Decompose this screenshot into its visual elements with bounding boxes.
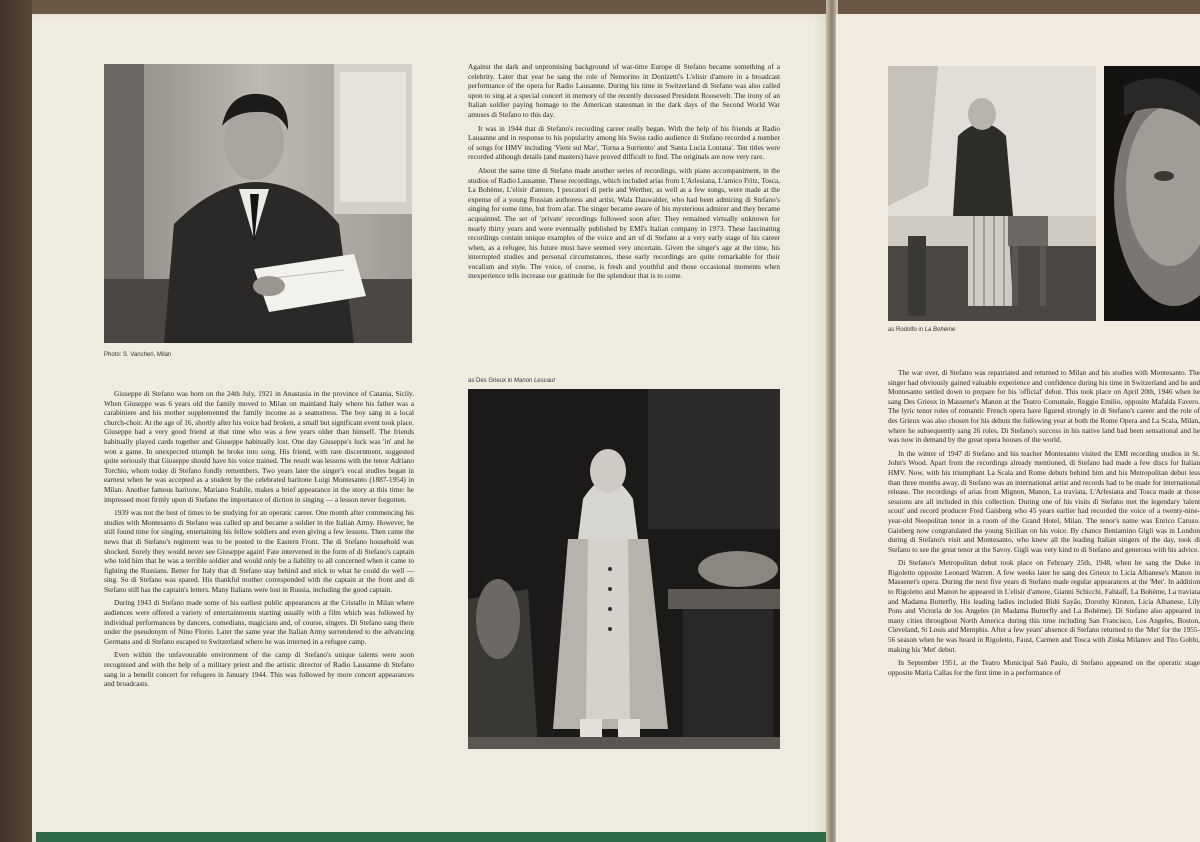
caption-rodolfo-prefix: as Rodolfo in [888,327,925,333]
bio-left-paragraph: 1939 was not the best of times to be studying for an operatic career. One month after commencing his studies with Montesanto di Stefano was called up and became a soldier in the Italian Army. However, he still found time for singing, entertaining his fellow soldiers and even giving a few lessons. Then came the news that di Stefano's regiment was to be posted to the Eastern Front. The di Stefano household was shocked. Surely they would never see Giuseppe again! Fate intervened in the form of di Stefano's captain who told him that he was a terrible soldier and would only be a liability to all concerned when it came to fighting the Russians. Better for Italy that di Stefano stay behind and stick to what he could do well — sing. So di Stefano was spared. His thankful mother corresponded with the captain at the front and di Stefano still has the captain's letters. Many Italians were lost in Russia, including the good captain. [104,508,414,594]
bio-right-paragraph: The war over, di Stefano was repatriated and returned to Milan and his studies with Montesanto. The singer had obviously gained valuable experience and confidence during his time in Switzerland and he and Montesanto settled down to prepare for his 'official' debut. This took place on April 20th, 1946 when he sang Des Grieux in Massenet's Manon at the Teatro Comunale, Reggio Emilio, opposite Mafalda Favero. The lyric tenor roles of romantic French opera have figured strongly in di Stefano's career and the role of des Grieux was also chosen for his debuts the following year at both the Rome Opera and La Scala, Milan, where he subsequently sang 26 roles. Di Stefano's success in his native land had been sensational and he was now in demand by the great opera houses of the world. [888,368,1200,445]
bio-right-paragraph: In the winter of 1947 di Stefano and his teacher Montesanto visited the EMI recording studios in St. John's Wood. Apart from the recordings already mentioned, di Stefano had made a few discs for Italian HMV. Now, with his triumphant La Scala and Rome debuts behind him and his Metropolitan debut less than three months away, di Stefano was an international artist and records had to be made for international release. The recordings of arias from Mignon, Manon, La traviata, L'Arlesiana and Tosca made at those sessions are all included in this collection. During one of his visits di Stefano met the legendary 'talent scout' and record producer Fred Gaisberg who 45 years earlier had recorded the voice of a twenty-nine-year-old Neopolitan tenor in a room of the Grand Hotel, Milan. The tenor's name was Enrico Caruso. Gaisberg now congratulated the young Sicilian on his voice. By chance Beniamino Gigli was in London during di Stefano's visit and Montesanto, who knew all the leading Italian singers of the day, took di Stefano to see the great tenor at the Savoy. Gigli was very kind to di Stefano and generous with his advice. [888,448,1200,554]
bio-left-paragraph: Even within the unfavourable environment of the camp di Stefano's unique talents were soon recognised and with the help of a military priest and the artistic director of Radio Lausanne di Stefano sang in a benefit concert for refugees in January 1944. This was followed by more concert appearances and broadcasts. [104,650,414,689]
bio-column-left [104,389,414,749]
bio-right-paragraph: In September 1951, at the Teatro Municipal Saõ Paulo, di Stefano appeared on the operatic stage opposite Maria Callas for the first time in a performance of [888,658,1200,677]
bio-column-right [888,368,1200,754]
top-edge [32,0,1200,14]
bio-column-middle [468,62,780,362]
photo-credit: Photo: S. Vancheri, Milan [104,352,172,358]
caption-des-grieux-prefix: as Des Grieux in [468,378,515,384]
bio-middle-paragraph: Against the dark and unpromising background of war-time Europe di Stefano became something of a celebrity. Later that year he sang the role of Nemorino in Donizetti's L'elisir d'amore in a broadcast performance of the opera for Radio Lausanne. During his time in Switzerland di Stefano was also called upon to sing at a special concert in memory of the recently deceased President Roosevelt. The irony of an Italian soldier paying homage to the American statesman in the dark days of the Second World War amuses di Stefano to this day. [468,62,780,119]
bio-middle-paragraph: It was in 1944 that di Stefano's recording career really began. With the help of his friends at Radio Lausanne and in response to his popularity among his Swiss radio audience di Stefano recorded a number of songs for HMV including 'Vieni sul Mar', 'Torna a Surriento' and 'Santa Lucia Lontana'. Ten titles were recorded although details (and masters) have proved difficult to find. The originals are now very rare. [468,123,780,162]
bio-left-paragraph: Giuseppe di Stefano was born on the 24th July, 1921 in Anastasia in the province of Catania, Sicily. When Giuseppe was 6 years old the family moved to Milan on mainland Italy where his father was a carabiniere and his mother supplemented the family income as a seamstress. The boy sang in a local church-choir. At the age of 16, shortly after his voice had broken, a small but significant event took place. Giuseppe had a very good friend at that time who was a few years older than himself. The friends habitually played cards together and Giuseppe habitually lost. One day Giuseppe's luck was 'in' and he won a game. In unexpected triumph he broke into song. His friend, with rare discernment, suggested quite seriously that Giuseppe should have his voice trained. The result was lessons with the tenor Adriano Torchio, whom today di Stefano fondly remembers. Two years later the singer's vocal studies began in earnest when he was accepted as a student by the celebrated baritone Luigi Montesanto (1887-1954) in Milan. Another famous baritone, Mariano Stabile, makes a brief appearance in the story at this time: he impressed most firmly upon di Stefano the importance of diction in singing — a lesson never forgotten. [104,389,414,504]
stage-photo-rodolfo [888,66,1096,321]
caption-des-grieux [468,378,555,384]
bio-left-paragraph: During 1943 di Stefano made some of his earliest public appearances at the Cristallo in Milan where audiences were offered a variety of entertainments starting usually with a film which was followed by individual performances by dancers, comedians, magicians and, of course, singers. Di Stefano sang there under the pseudonym of Nino Florio. Later the same year the Italian Army surrendered to the advancing Germans and di Stefano escaped to Switzerland where he was interned in a refugee camp. [104,598,414,646]
cover-edge [36,832,826,842]
caption-rodolfo [888,327,955,333]
bio-middle-paragraph: About the same time di Stefano made another series of recordings, with piano accompaniment, in the studios of Radio Lausanne. These recordings, which included arias from L'Arlesiana, L'amico Fritz, Tosca, La Bohème, L'elisir d'amore, I pescatori di perle and Werther, as well as a few songs, were made at the expense of a young Russian authoress and artist, Wala Dauwalder, who had been admiring di Stefano's singing for some time, but from afar. The singer became aware of his mysterious admirer and they became acquainted. The set of 'private' recordings followed soon after. They remained virtually unknown for nearly thirty years and were eventually published by EMI's Italian company in 1973. These fascinating recordings contain unique examples of the voice and art of di Stefano at a very early stage of his career when, as a refugee, his future must have seemed very uncertain. Given the singer's age at the time, his interrupted studies and personal circumstances, these early recordings are quite remarkable for their vocalism and style. The voice, of course, is fresh and youthful and those occasional moments when inexperience tells increase our gratitude for the splendour that is to come. [468,165,780,281]
closeup-photo [1104,66,1200,321]
bio-right-paragraph: Di Stefano's Metropolitan debut took place on February 25th, 1948, when he sang the Duke in Rigoletto opposite Leonard Warren. A few weeks later he sang des Grieux to Licia Albanese's Manon in Massenet's opera. During the next five years di Stefano made regular appearances at the 'Met'. In addition to Rigoletto and Manon he appeared in L'elisir d'amore, Gianni Schicchi, Falstaff, La Bohème, La traviata and Madama Butterfly. His leading ladies included Bidú Sayão, Dorothy Kirsten, Licia Albanese, Lily Pons and Victoria de los Angeles (in Madama Butterfly and La Bohème). Di Stefano also appeared in many cities throughout North America during this time including San Francisco, Los Angeles, Boston, Cleveland, St Louis and Memphis. After a few years' absence di Stefano returned to the 'Met' for the 1955-56 season when he was heard in Rigoletto, Faust, Carmen and Tosca with Zinka Milanov and Tito Gobbi, making his 'Met' debut. [888,558,1200,654]
portrait-photo [104,64,412,343]
caption-rodolfo-title: La Bohème [924,327,956,333]
stage-photo-des-grieux [468,389,780,749]
caption-des-grieux-title: Manon Lescaut [514,378,556,384]
